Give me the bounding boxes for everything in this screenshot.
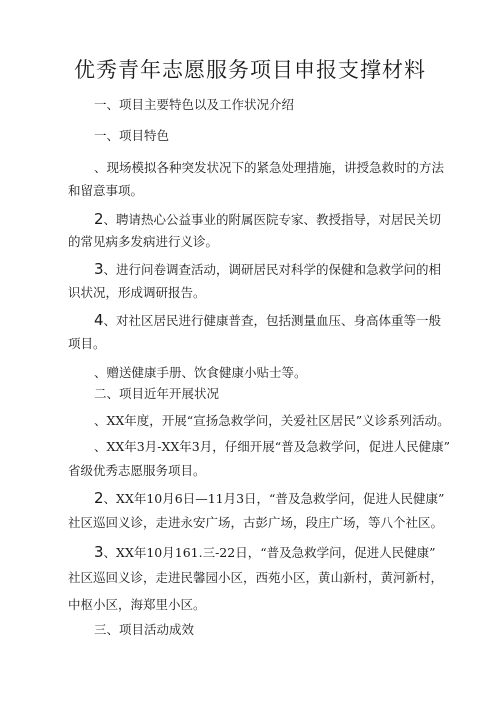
feature-item-2-number: 2 [94,210,104,228]
feature-item-4-line-1 [94,311,441,330]
feature-item-2-text: 、聘请热心公益事业的附属医院专家、教授指导，对居民关切 [103,212,442,227]
section-heading-2: 二、项目近年开展状况 [94,386,220,401]
feature-item-5-text: 、赠送健康手册、饮食健康小贴士等。 [94,365,307,380]
history-item-3-line-2: 社区巡回义诊，走进永安广场，古彭广场，段庄广场，等八个社区。 [68,515,444,530]
history-item-2-line-2: 省级优秀志愿服务项目。 [68,463,206,478]
feature-item-3-number: 3 [94,260,104,278]
feature-item-2-line-2: 的常见病多发病进行义诊。 [68,234,219,249]
history-item-3-line-1 [94,489,444,508]
feature-item-4-text: 、对社区居民进行健康普查，包括测量血压、身高体重等一般 [103,313,442,328]
history-item-2-text: 、XX年3月-XX年3月，仔细开展“普及急救学问，促进人民健康” [94,439,451,454]
feature-item-1-line-1 [94,158,444,177]
section-heading-1: 一、项目主要特色以及工作状况介绍 [94,97,295,112]
history-item-4-line-2: 社区巡回义诊，走进民馨园小区，西苑小区，黄山新村，黄河新村， [68,570,444,585]
history-item-1-line-1 [94,411,450,430]
feature-item-3-text: 、进行问卷调查活动，调研居民对科学的保健和急救学问的相 [103,262,442,277]
section-heading-3: 三、项目活动成效 [94,622,195,637]
subsection-heading-features: 一、项目特色 [94,128,170,143]
feature-item-2-line-1 [94,210,441,229]
history-item-3-number: 2 [94,489,104,507]
feature-item-3-line-1 [94,260,441,279]
history-item-4-line-1 [94,543,436,562]
feature-item-4-number: 4 [94,311,104,329]
feature-item-5-line-1 [94,363,307,382]
feature-item-3-line-2: 识状况，形成调研报告。 [68,285,206,300]
feature-item-1-line-2: 和留意事项。 [68,183,144,198]
document-title: 优秀青年志愿服务项目申报支撑材料 [74,58,426,82]
history-item-4-number: 3 [94,543,104,561]
history-item-4-text: 、XX年10月161.三-22日，“普及急救学问，促进人民健康” [103,545,436,560]
feature-item-1-text: 、现场模拟各种突发状况下的紧急处理措施，讲授急救时的方法 [94,160,445,175]
feature-item-4-line-2: 项目。 [68,336,106,351]
history-item-2-line-1 [94,437,450,456]
history-item-3-text: 、XX年10月6日—11月3日，“普及急救学问，促进人民健康” [103,491,445,506]
history-item-4-line-3: 中枢小区，海郑里小区。 [68,597,206,612]
history-item-1-text: 、XX年度，开展“宣扬急救学问，关爱社区居民”义诊系列活动。 [94,413,450,428]
